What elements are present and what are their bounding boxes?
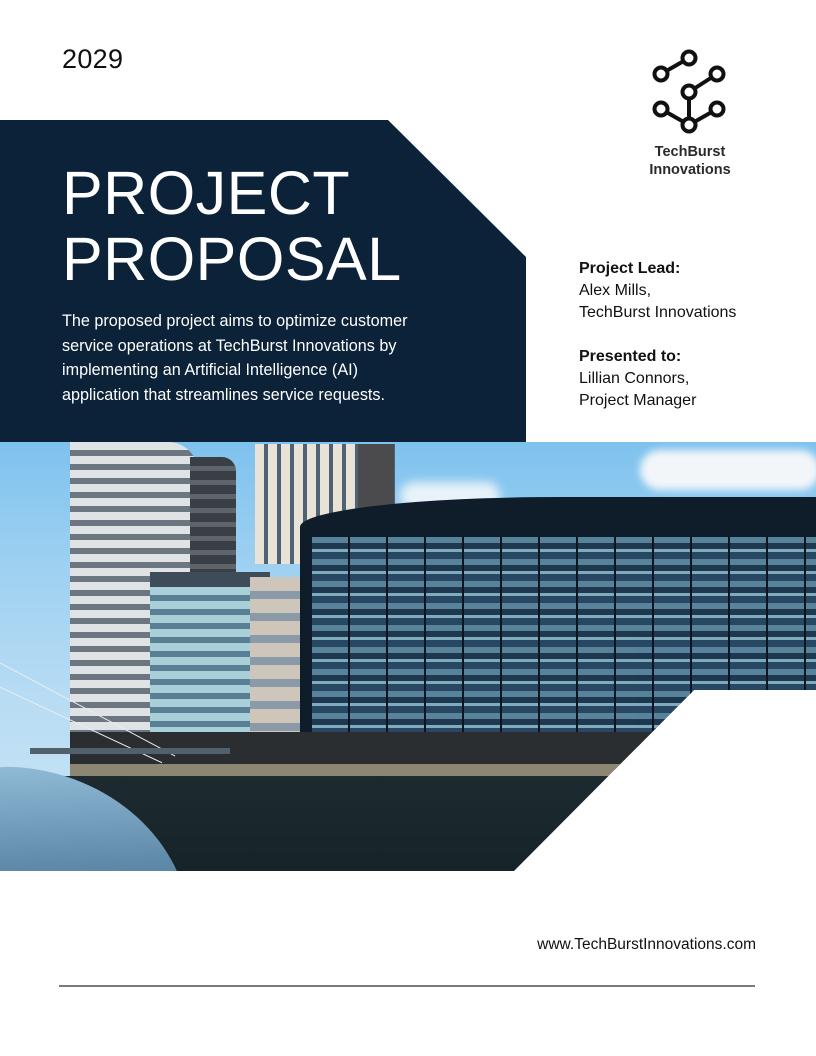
glass-facade-left (150, 587, 250, 742)
quay-wall (70, 764, 816, 776)
presented-to-label: Presented to: (579, 348, 682, 365)
presented-to-role: Project Manager (579, 392, 697, 409)
project-lead-label: Project Lead: (579, 260, 681, 277)
project-lead-organization: TechBurst Innovations (579, 304, 737, 321)
year-label: 2029 (62, 44, 124, 74)
footer-divider (59, 985, 755, 987)
bridge-deck (30, 748, 230, 754)
cloud (640, 450, 816, 490)
project-info (579, 258, 736, 412)
glass-facade-main (312, 537, 816, 732)
project-lead-name: Alex Mills, (579, 282, 652, 299)
project-description: The proposed project aims to optimize customer service operations at TechBurst Innovations by implementing an Artificial Intelligence (AI) application that streamlines service requests. (62, 312, 408, 404)
company-name: TechBurst Innovations (649, 144, 731, 178)
cover-photo (0, 442, 816, 871)
page-title: PROJECT PROPOSAL (62, 159, 402, 293)
presented-to-name: Lillian Connors, (579, 370, 690, 387)
network-tree-icon (650, 48, 730, 138)
website-link[interactable]: www.TechBurstInnovations.com (537, 936, 756, 953)
